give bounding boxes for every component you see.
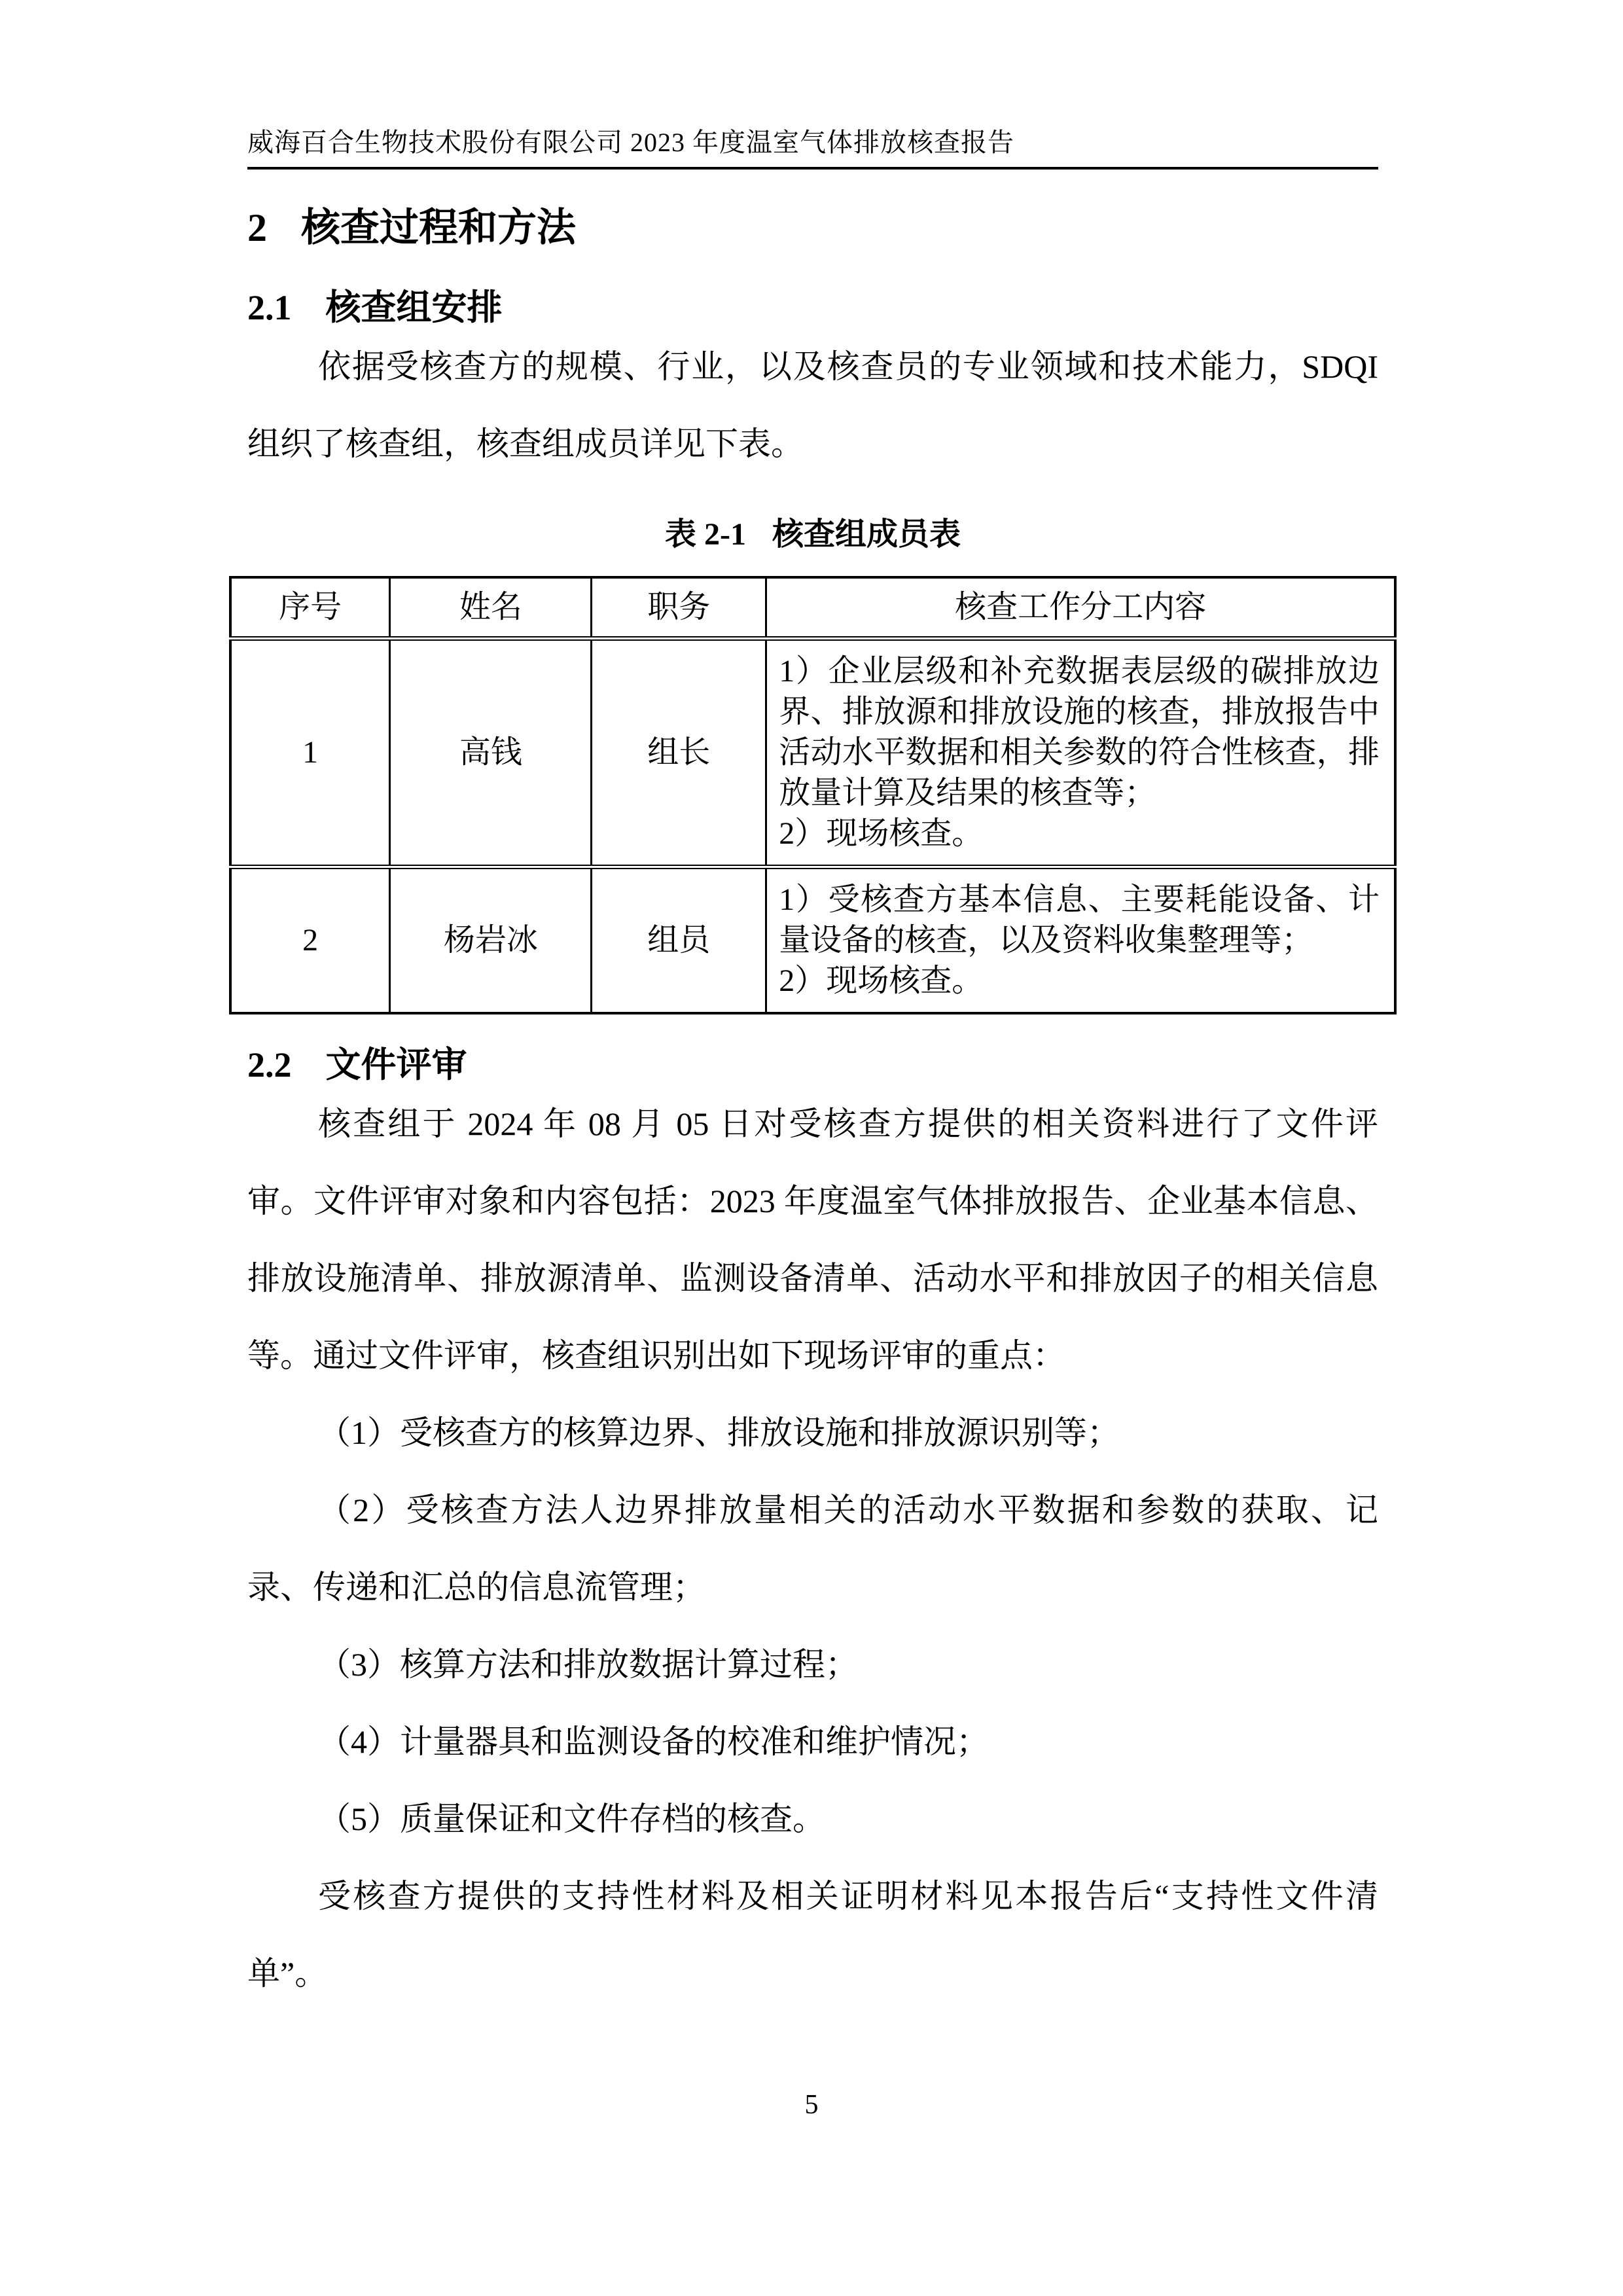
table-caption-label: 表 2-1 [664,517,746,552]
table-row [230,639,1395,867]
table-header-name: 姓名 [390,577,592,639]
duty-item: 1）受核查方基本信息、主要耗能设备、计量设备的核查，以及资料收集整理等； [779,882,1380,958]
duty-item: 2）现场核查。 [779,816,984,852]
section-2-1-number: 2.1 [247,288,292,327]
section-2-2-number: 2.2 [247,1045,292,1085]
table-row [230,867,1395,1014]
duty-item: 2）现场核查。 [779,963,984,999]
cell-role: 组员 [592,867,766,1014]
table-header-row [230,577,1395,639]
table-header-duty: 核查工作分工内容 [766,577,1395,639]
section-2-2-title: 文件评审 [325,1045,467,1085]
section-2-1-heading [247,287,1378,328]
cell-seq: 2 [230,867,390,1014]
table-header-seq: 序号 [230,577,390,639]
cell-seq: 1 [230,639,390,867]
verification-team-table [229,576,1397,1014]
section-2-number: 2 [247,206,267,249]
section-2-2-paragraph-2: 受核查方提供的支持性材料及相关证明材料见本报告后“支持性文件清单”。 [247,1878,1378,1992]
section-2-2-heading [247,1045,1378,1085]
review-item: （2）受核查方法人边界排放量相关的活动水平数据和参数的获取、记录、传递和汇总的信息流管理； [247,1492,1378,1606]
review-item: （5）质量保证和文件存档的核查。 [318,1801,825,1838]
section-2-heading [247,206,1378,249]
duty-item: 1）企业层级和补充数据表层级的碳排放边界、排放源和排放设施的核查，排放报告中活动水平数据和相关参数的符合性核查，排放量计算及结果的核查等； [779,654,1380,811]
table-header-role: 职务 [592,577,766,639]
section-2-2-paragraph-1: 核查组于 2024 年 08 月 05 日对受核查方提供的相关资料进行了文件评审。文件评审对象和内容包括：2023 年度温室气体排放报告、企业基本信息、排放设施清单、排放源清单、监测设备清单、活动水平和排放因子的相关信息等。通过文件评审，核查组识别出如下现场评审的重点： [247,1105,1378,1374]
cell-name: 高钱 [390,639,592,867]
section-2-title: 核查过程和方法 [301,206,576,249]
cell-name: 杨岩冰 [390,867,592,1014]
section-2-1-paragraph: 依据受核查方的规模、行业，以及核查员的专业领域和技术能力，SDQI 组织了核查组，核查组成员详见下表。 [247,348,1378,463]
cell-duties [766,639,1395,867]
section-2-1-title: 核查组安排 [325,288,503,327]
table-caption-title: 核查组成员表 [772,517,961,552]
table-caption [247,509,1378,554]
document-header: 威海百合生物技术股份有限公司 2023 年度温室气体排放核查报告 [247,128,1378,170]
cell-duties [766,867,1395,1014]
review-item: （1）受核查方的核算边界、排放设施和排放源识别等； [318,1414,1120,1452]
review-item: （4）计量器具和监测设备的校准和维护情况； [318,1723,989,1761]
page-number: 5 [804,2090,819,2120]
review-item: （3）核算方法和排放数据计算过程； [318,1646,858,1683]
cell-role: 组长 [592,639,766,867]
